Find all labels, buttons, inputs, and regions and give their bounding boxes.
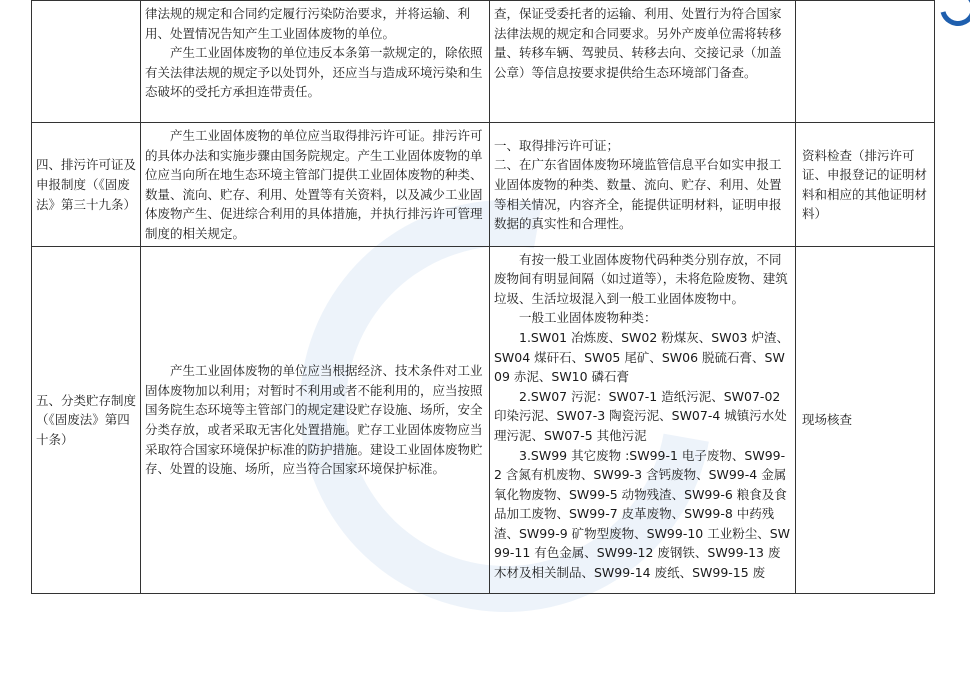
paragraph: 产生工业固体废物的单位违反本条第一款规定的，除依照有关法律法规的规定予以处罚外，还应当与造成环境污染和生态破坏的受托方承担连带责任。	[145, 45, 483, 100]
table-row-storage	[32, 246, 935, 593]
paragraph: 产生工业固体废物的单位应当根据经济、技术条件对工业固体废物加以利用；对暂时不利用或者不能利用的，应当按照国务院生态环境等主管部门的规定建设贮存设施、场所，安全分类存放，或者采取无害化处置措施。贮存工业固体废物应当采取符合国家环境保护标准的防护措施。建设工业固体废物贮存、处置的设施、场所，应当符合国家环境保护标准。	[145, 363, 483, 477]
cell-method: 资料检查（排污许可证、申报登记的证明材料和相应的其他证明材料）	[796, 123, 935, 247]
table-row-continuation	[32, 1, 935, 123]
paragraph: 有按一般工业固体废物代码种类分别存放，不同废物间有明显间隔（如过道等），未将危险废物、建筑垃圾、生活垃圾混入到一般工业固体废物中。	[494, 251, 788, 306]
cell-item	[32, 1, 141, 123]
paragraph: 一、取得排污许可证；	[494, 137, 620, 153]
cell-item: 五、分类贮存制度（《固废法》第四十条）	[32, 246, 141, 593]
paragraph: 查，保证受委托者的运输、利用、处置行为符合国家法律法规的规定和合同要求。另外产废单位需将转移量、转移车辆、驾驶员、转移去向、交接记录（加盖公章）等信息按要求提供给生态环境部门备查。	[494, 6, 782, 80]
cell-inspection-content	[490, 246, 796, 593]
cell-method: 现场核查	[796, 246, 935, 593]
paragraph: 二、在广东省固体废物环境监管信息平台如实申报工业固体废物的种类、数量、流向、贮存、利用、处置等相关情况，内容齐全，能提供证明材料，证明申报数据的真实性和合理性。	[494, 157, 782, 232]
paragraph: 1.SW01 冶炼废、SW02 粉煤灰、SW03 炉渣、SW04 煤矸石、SW05 尾矿、SW06 脱硫石膏、SW09 赤泥、SW10 磷石膏	[494, 329, 789, 385]
corner-logo-mark	[933, 0, 970, 33]
paragraph: 律法规的规定和合同约定履行污染防治要求，并将运输、利用、处置情况告知产生工业固体废物的单位。	[145, 6, 471, 41]
paragraph: 产生工业固体废物的单位应当取得排污许可证。排污许可的具体办法和实施步骤由国务院规定。产生工业固体废物的单位应当向所在地生态环境主管部门提供工业固体废物的种类、数量、流向、贮存、利用、处置等有关资料，以及减少工业固体废物产生、促进综合利用的具体措施，并执行排污许可管理制度的相关规定。	[145, 128, 483, 241]
paragraph: 3.SW99 其它废物 :SW99-1 电子废物、SW99-2 含氮有机废物、SW99-3 含钙废物、SW99-4 金属氧化物废物、SW99-5 动物残渣、SW99-6 粮食及食品加工废物、SW99-7 皮革废物、SW99-8 中药残渣、SW99-9 矿物型废物、SW99-10 工业粉尘、SW99-11 有色金属、SW99-12 废钢铁、SW99-13 废木材及相关制品、SW99-14 废纸、SW99-15 废	[494, 447, 791, 581]
cell-item: 四、排污许可证及申报制度（《固废法》第三十九条）	[32, 123, 141, 247]
table-row-permit	[32, 123, 935, 247]
cell-inspection-content	[490, 123, 796, 247]
cell-legal-requirement	[141, 1, 490, 123]
paragraph: 一般工业固体废物种类：	[519, 310, 657, 326]
cell-legal-requirement	[141, 123, 490, 247]
cell-inspection-content	[490, 1, 796, 123]
regulation-table	[31, 0, 935, 594]
paragraph: 2.SW07 污泥：SW07-1 造纸污泥、SW07-02 印染污泥、SW07-3 陶瓷污泥、SW07-4 城镇污水处理污泥、SW07-5 其他污泥	[494, 388, 787, 443]
cell-legal-requirement	[141, 246, 490, 593]
cell-method	[796, 1, 935, 123]
